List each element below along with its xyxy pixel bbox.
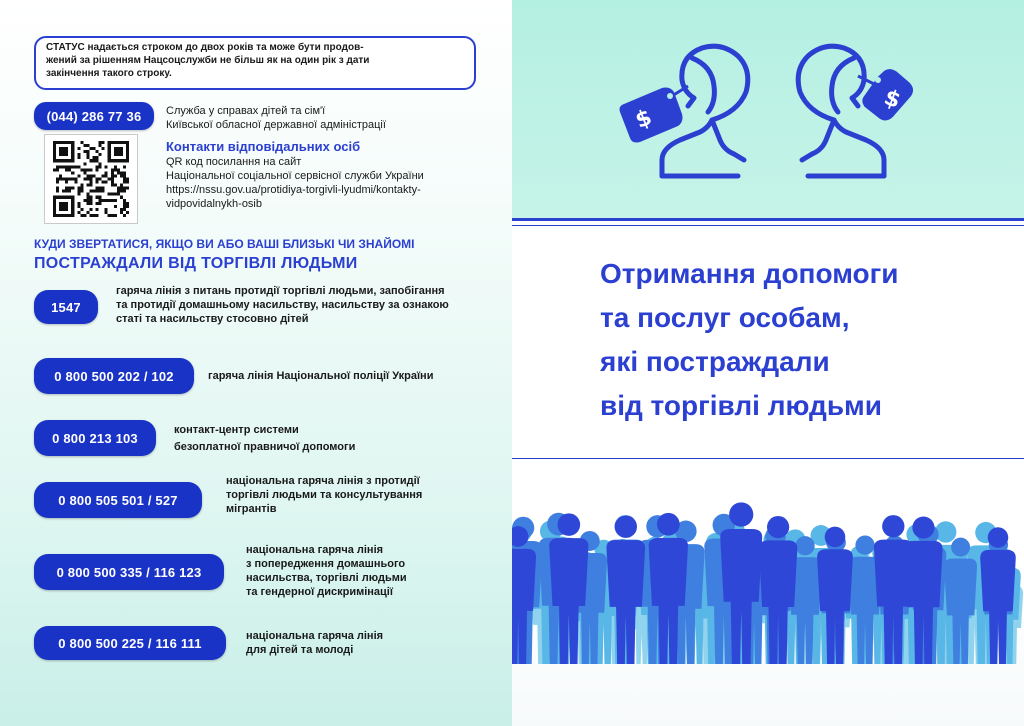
cover-title-line: Отримання допомоги (600, 258, 899, 289)
help-heading-line1: КУДИ ЗВЕРТАТИСЯ, ЯКЩО ВИ АБО ВАШІ БЛИЗЬКІ ЧИ ЗНАЙОМІ (34, 237, 415, 251)
hotline-1547-badge[interactable]: 1547 (34, 290, 98, 324)
dollar-tag-icon (620, 86, 689, 143)
contacts-block (166, 138, 424, 211)
contacts-line: Національної соціальної сервісної служби України (166, 170, 424, 182)
cover-title-line: та послуг особам, (600, 302, 850, 333)
hotline-line: національна гаряча лінія (246, 544, 384, 556)
right-panel (512, 0, 1024, 726)
contacts-link[interactable]: https://nssu.gov.ua/protidiya-torgivli-lyudmi/kontakty- (166, 184, 421, 196)
hotline-line: для дітей та молоді (246, 644, 354, 656)
status-note-line: закінчення такого строку. (46, 68, 172, 79)
hotline-line: статі та насильству стосовно дітей (116, 313, 309, 325)
hotline-description (208, 369, 433, 383)
hotline-line: насильства, торгівлі людьми (246, 572, 407, 584)
office-description (166, 104, 386, 132)
hotline-description (174, 422, 355, 456)
hotline-children-badge[interactable]: 0 800 500 225 / 116 111 (34, 626, 226, 660)
hotline-line: гаряча лінія з питань протидії торгівлі людьми, запобігання (116, 285, 445, 297)
trafficking-heads-icon (512, 0, 1024, 218)
status-note-box (34, 36, 476, 90)
hotline-trafficking-badge[interactable]: 0 800 505 501 / 527 (34, 482, 202, 518)
hotline-line: мігрантів (226, 503, 277, 515)
status-note-line: жений за рішенням Нацсоцслужби не більш як на один рік з дати (46, 55, 370, 66)
cover-title (600, 252, 1000, 428)
hotline-line: національна гаряча лінія (246, 630, 384, 642)
hotline-police-badge[interactable]: 0 800 500 202 / 102 (34, 358, 194, 394)
divider-line (512, 225, 1024, 226)
help-heading-line2: ПОСТРАЖДАЛИ ВІД ТОРГІВЛІ ЛЮДЬМИ (34, 255, 358, 272)
contacts-title: Контакти відповідальних осіб (166, 139, 361, 154)
hotline-line: та протидії домашньому насильству, насильству за ознакою (116, 299, 449, 311)
hotline-line: національна гаряча лінія з протидії (226, 475, 420, 487)
contacts-line: QR код посилання на сайт (166, 156, 302, 168)
cover-bottom-band (512, 462, 1024, 726)
qr-code-icon[interactable] (44, 134, 138, 224)
hotline-description (246, 629, 383, 657)
status-note-line: СТАТУС надається строком до двох років та може бути продов- (46, 42, 364, 53)
crowd-silhouettes (512, 462, 1024, 726)
hotline-line: з попередження домашнього (246, 558, 406, 570)
office-line: Київської обласної державної адміністрації (166, 119, 386, 131)
cover-title-line: які постраждали (600, 346, 830, 377)
office-phone-badge[interactable]: (044) 286 77 36 (34, 102, 154, 130)
hotline-domestic-violence-badge[interactable]: 0 800 500 335 / 116 123 (34, 554, 224, 590)
hotline-line: безоплатної правничої допомоги (174, 441, 356, 453)
hotline-line: контакт-центр системи (174, 424, 299, 436)
office-line: Служба у справах дітей та сім'ї (166, 105, 326, 117)
contacts-link[interactable]: vidpovidalnykh-osib (166, 198, 262, 210)
hotline-description (116, 284, 449, 326)
dollar-symbol: $ (632, 105, 656, 134)
hotline-line: торгівлі людьми та консультування (226, 489, 423, 501)
divider-line (512, 458, 1024, 459)
hotline-line: гаряча лінія Національної поліції України (208, 370, 434, 382)
hotline-legal-aid-badge[interactable]: 0 800 213 103 (34, 420, 156, 456)
dollar-tag-icon (858, 63, 918, 126)
dollar-symbol: $ (880, 85, 904, 114)
cover-title-line: від торгівлі людьми (600, 390, 882, 421)
hotline-description (246, 543, 407, 599)
divider-line (512, 218, 1024, 221)
cover-top-band (512, 0, 1024, 218)
hotline-line: та гендерної дискримінації (246, 586, 393, 598)
hotline-description (226, 474, 422, 516)
